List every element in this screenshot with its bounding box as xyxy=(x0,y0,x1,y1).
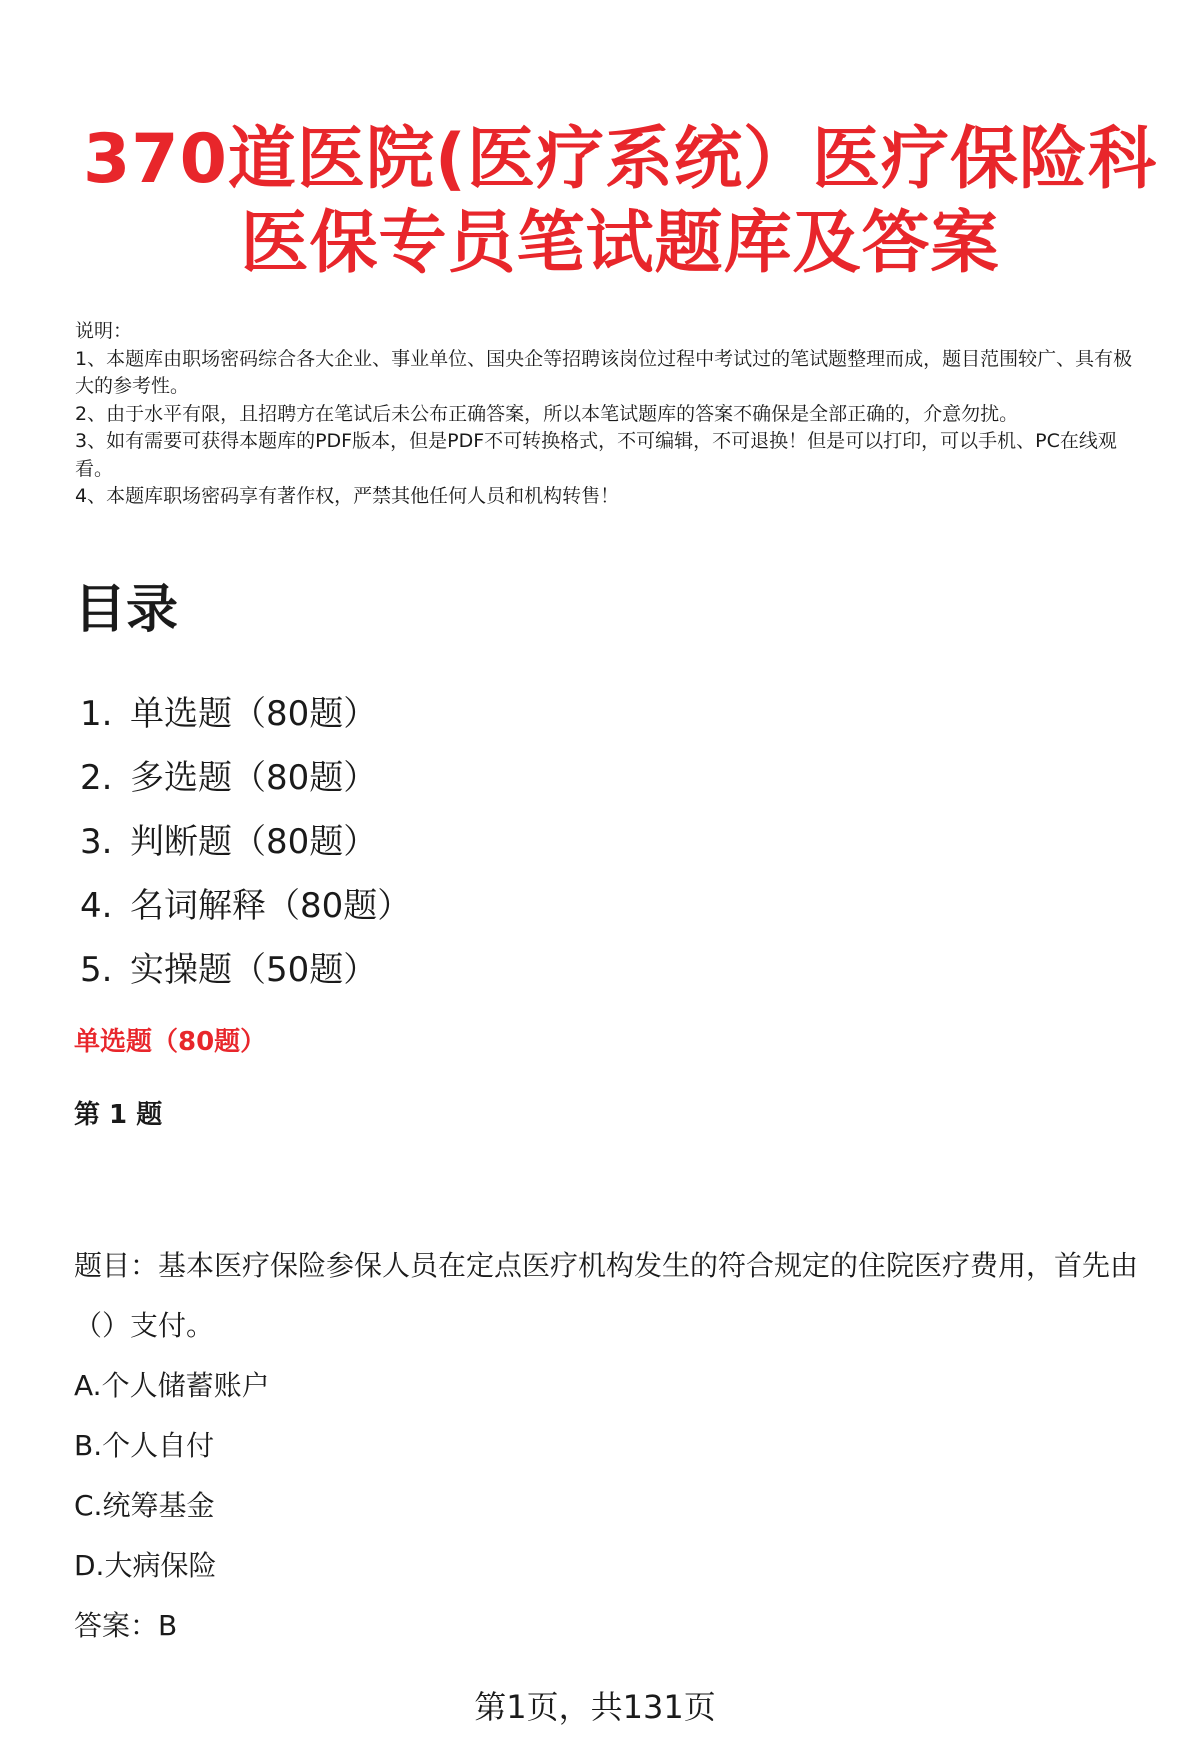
toc-item-practical[interactable] xyxy=(80,938,411,1002)
document-title: 370道医院(医疗系统）医疗保险科医保专员笔试题库及答案 xyxy=(82,120,1158,283)
toc-item-true-false[interactable] xyxy=(80,810,411,874)
note-item: 4、本题库职场密码享有著作权，严禁其他任何人员和机构转售！ xyxy=(75,485,620,507)
question-text: 题目：基本医疗保险参保人员在定点医疗机构发生的符合规定的住院医疗费用，首先由（）支付。 xyxy=(74,1249,1139,1342)
option-b: B.个人自付 xyxy=(74,1429,215,1462)
toc-item-number: 3. xyxy=(80,822,113,862)
option-a: A.个人储蓄账户 xyxy=(74,1369,270,1402)
toc-item-label: 单选题（80题） xyxy=(130,694,378,734)
note-item: 3、如有需要可获得本题库的PDF版本，但是PDF不可转换格式，不可编辑，不可退换！但是可以打印，可以手机、PC在线观看。 xyxy=(75,430,1117,480)
option-d: D.大病保险 xyxy=(74,1549,217,1582)
toc-item-term-definition[interactable] xyxy=(80,874,411,938)
toc-item-single-choice[interactable] xyxy=(80,682,411,746)
toc-item-number: 1. xyxy=(80,694,113,734)
toc-item-number: 4. xyxy=(80,886,113,926)
toc-item-label: 判断题（80题） xyxy=(130,822,378,862)
note-item: 1、本题库由职场密码综合各大企业、事业单位、国央企等招聘该岗位过程中考试过的笔试题整理而成，题目范围较广、具有极大的参考性。 xyxy=(75,347,1133,397)
toc-list xyxy=(80,682,411,1002)
toc-item-label: 实操题（50题） xyxy=(130,950,378,990)
page-footer: 第1页，共131页 xyxy=(474,1688,716,1726)
toc-item-label: 多选题（80题） xyxy=(130,758,378,798)
note-item: 2、由于水平有限，且招聘方在笔试后未公布正确答案，所以本笔试题库的答案不确保是全部正确的，介意勿扰。 xyxy=(75,402,1019,425)
toc-item-label: 名词解释（80题） xyxy=(130,886,412,926)
toc-item-number: 2. xyxy=(80,758,113,798)
option-c: C.统筹基金 xyxy=(74,1489,215,1522)
toc-item-multiple-choice[interactable] xyxy=(80,746,411,810)
answer-options xyxy=(74,1356,270,1596)
section-heading: 单选题（80题） xyxy=(74,1027,267,1057)
toc-item-number: 5. xyxy=(80,950,113,990)
answer-text: 答案：B xyxy=(74,1609,178,1642)
notes-block xyxy=(75,318,1150,511)
toc-heading: 目录 xyxy=(74,580,179,640)
notes-heading: 说明： xyxy=(75,320,133,342)
question-number: 第 1 题 xyxy=(74,1100,163,1130)
